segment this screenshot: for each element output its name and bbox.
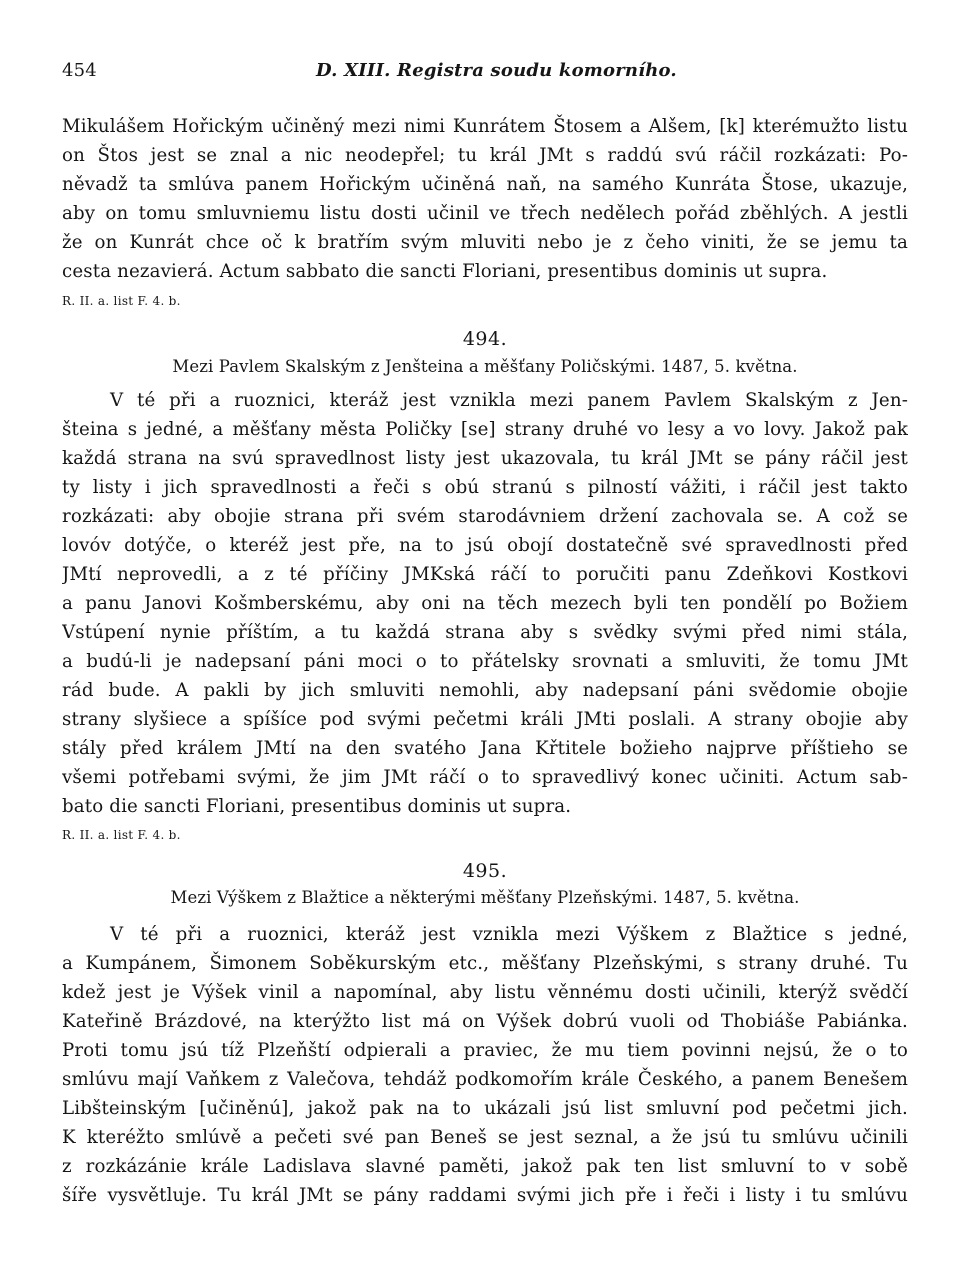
document-heading: Mezi Pavlem Skalským z Jenšteina a měšťany Poličskými. 1487, 5. května. xyxy=(172,357,798,376)
text-line: cesta nezavierá. Actum sabbato die sancti Floriani, presentibus dominis ut supra. xyxy=(62,261,828,282)
document-number: 495. xyxy=(462,860,508,882)
document-heading: Mezi Výškem z Blažtice a některými měšťany Plzeňskými. 1487, 5. května. xyxy=(170,888,800,907)
text-line: šíře vysvětluje. Tu král JMt se pány raddami svými jich pře i řeči i listy i tu smlúvu xyxy=(62,1185,908,1206)
text-line: Proti tomu jsú tíž Plzeňští odpierali a praviec, že mu tiem povinni nejsú, že o to xyxy=(62,1040,908,1061)
text-line: V té při a ruoznici, kteráž jest vznikla mezi panem Pavlem Skalským z Jen- xyxy=(110,390,908,411)
text-line: smlúvu mají Vaňkem z Valečova, tehdáž podkomořím krále Českého, a panem Benešem xyxy=(62,1069,908,1090)
entry-495-number xyxy=(62,854,908,888)
text-line: každá strana na svú spravedlnost listy jest ukazovala, tu král JMt se pány ráčil jest xyxy=(62,448,908,469)
text-line: něvadž ta smlúva panem Hořickým učiněná naň, na samého Kunráta Štose, ukazuje, xyxy=(62,174,908,195)
text-line: JMtí neprovedli, a z té příčiny JMKská ráčí to poručiti panu Zdeňkovi Kostkovi xyxy=(62,564,908,585)
text-line: a budú-li je nadepsaní páni moci o to přátelsky srovnati a smluviti, že tomu JMt xyxy=(62,651,908,672)
source-reference xyxy=(62,822,908,848)
intro-paragraph xyxy=(62,112,908,286)
text-line: aby on tomu smluvniemu listu dosti učinil ve třech nedělech pořád zběhlých. A jestli xyxy=(62,203,908,224)
text-line: bato die sancti Floriani, presentibus dominis ut supra. xyxy=(62,796,572,817)
text-line: a Kumpánem, Šimonem Soběkurským etc., měšťany Plzeňskými, s strany druhé. Tu xyxy=(62,953,908,974)
text-line: K kteréžto smlúvě a pečeti své pan Beneš se jest seznal, a že jsú tu smlúvu učinili xyxy=(62,1127,908,1148)
text-line: lovóv dotýče, o kteréž jest pře, na to jsú obojí dostatečně své spravedlnosti před xyxy=(62,535,908,556)
text-line: Vstúpení nynie příštím, a tu každá strana aby s svědky svými před nimi stála, xyxy=(62,622,908,643)
text-line: on Štos jest se znal a nic neodepřel; tu král JMt s raddú svú ráčil rozkázati: Po- xyxy=(62,145,908,166)
header-title: D. XIII. Registra soudu komorního. xyxy=(316,60,677,81)
text-line: Libšteinským [učiněnú], jakož pak na to ukázali jsú list smluvní pod pečetmi jich. xyxy=(62,1098,908,1119)
document-number: 494. xyxy=(462,328,508,350)
text-line: ty listy i jich spravedlnosti a řeči s obú stranú s pilností vážiti, i ráčil jest takto xyxy=(62,477,908,498)
text-line: strany slyšiece a spíšíce pod svými pečetmi králi JMti poslali. A strany obojie aby xyxy=(62,709,908,730)
entry-494-heading xyxy=(62,353,908,381)
text-line: rozkázati: aby obojie strana při svém starodávniem držení zachovala se. A což se xyxy=(62,506,908,527)
text-line: šteina s jedné, a měšťany města Poličky [se] strany druhé vo lesy a vo lovy. Jakož pak xyxy=(62,419,908,440)
entry-495-heading xyxy=(62,884,908,912)
text-line: kdež jest je Výšek vinil a napomínal, aby listu věnnému dosti učinili, kterýž svědčí xyxy=(62,982,908,1003)
text-line: stály před králem JMtí na den svatého Jana Křtitele božieho najprve příštieho se xyxy=(62,738,908,759)
entry-494-number xyxy=(62,322,908,356)
page-number: 454 xyxy=(62,60,97,81)
text-line: rád bude. A pakli by jich smluviti nemohli, aby nadepsaní páni svědomie obojie xyxy=(62,680,908,701)
text-line: že on Kunrát chce oč k bratřím svým mluviti nebo je z čeho viniti, že se jemu ta xyxy=(62,232,908,253)
source-reference-text: R. II. a. list F. 4. b. xyxy=(62,294,181,308)
text-line: Mikulášem Hořickým učiněný mezi nimi Kunrátem Štosem a Alšem, [k] kterémužto listu xyxy=(62,116,908,137)
text-line: z rozkázánie krále Ladislava slavné paměti, jakož pak ten list smluvní to v sobě xyxy=(62,1156,908,1177)
text-line: a panu Janovi Košmberskému, aby oni na těch mezech byli ten pondělí po Božiem xyxy=(62,593,908,614)
source-reference-text: R. II. a. list F. 4. b. xyxy=(62,828,181,842)
text-line: V té při a ruoznici, kteráž jest vznikla mezi Výškem z Blažtice s jedné, xyxy=(110,924,908,945)
source-reference xyxy=(62,288,908,314)
entry-495-body xyxy=(62,920,908,1210)
text-line: Kateřině Brázdové, na kterýžto list má on Výšek dobrú vuoli od Thobiáše Pabiánka. xyxy=(62,1011,908,1032)
running-head xyxy=(62,60,908,86)
text-line: všemi potřebami svými, že jim JMt ráčí o to spravedlivý konec učiniti. Actum sab- xyxy=(62,767,908,788)
entry-494-body xyxy=(62,386,908,821)
